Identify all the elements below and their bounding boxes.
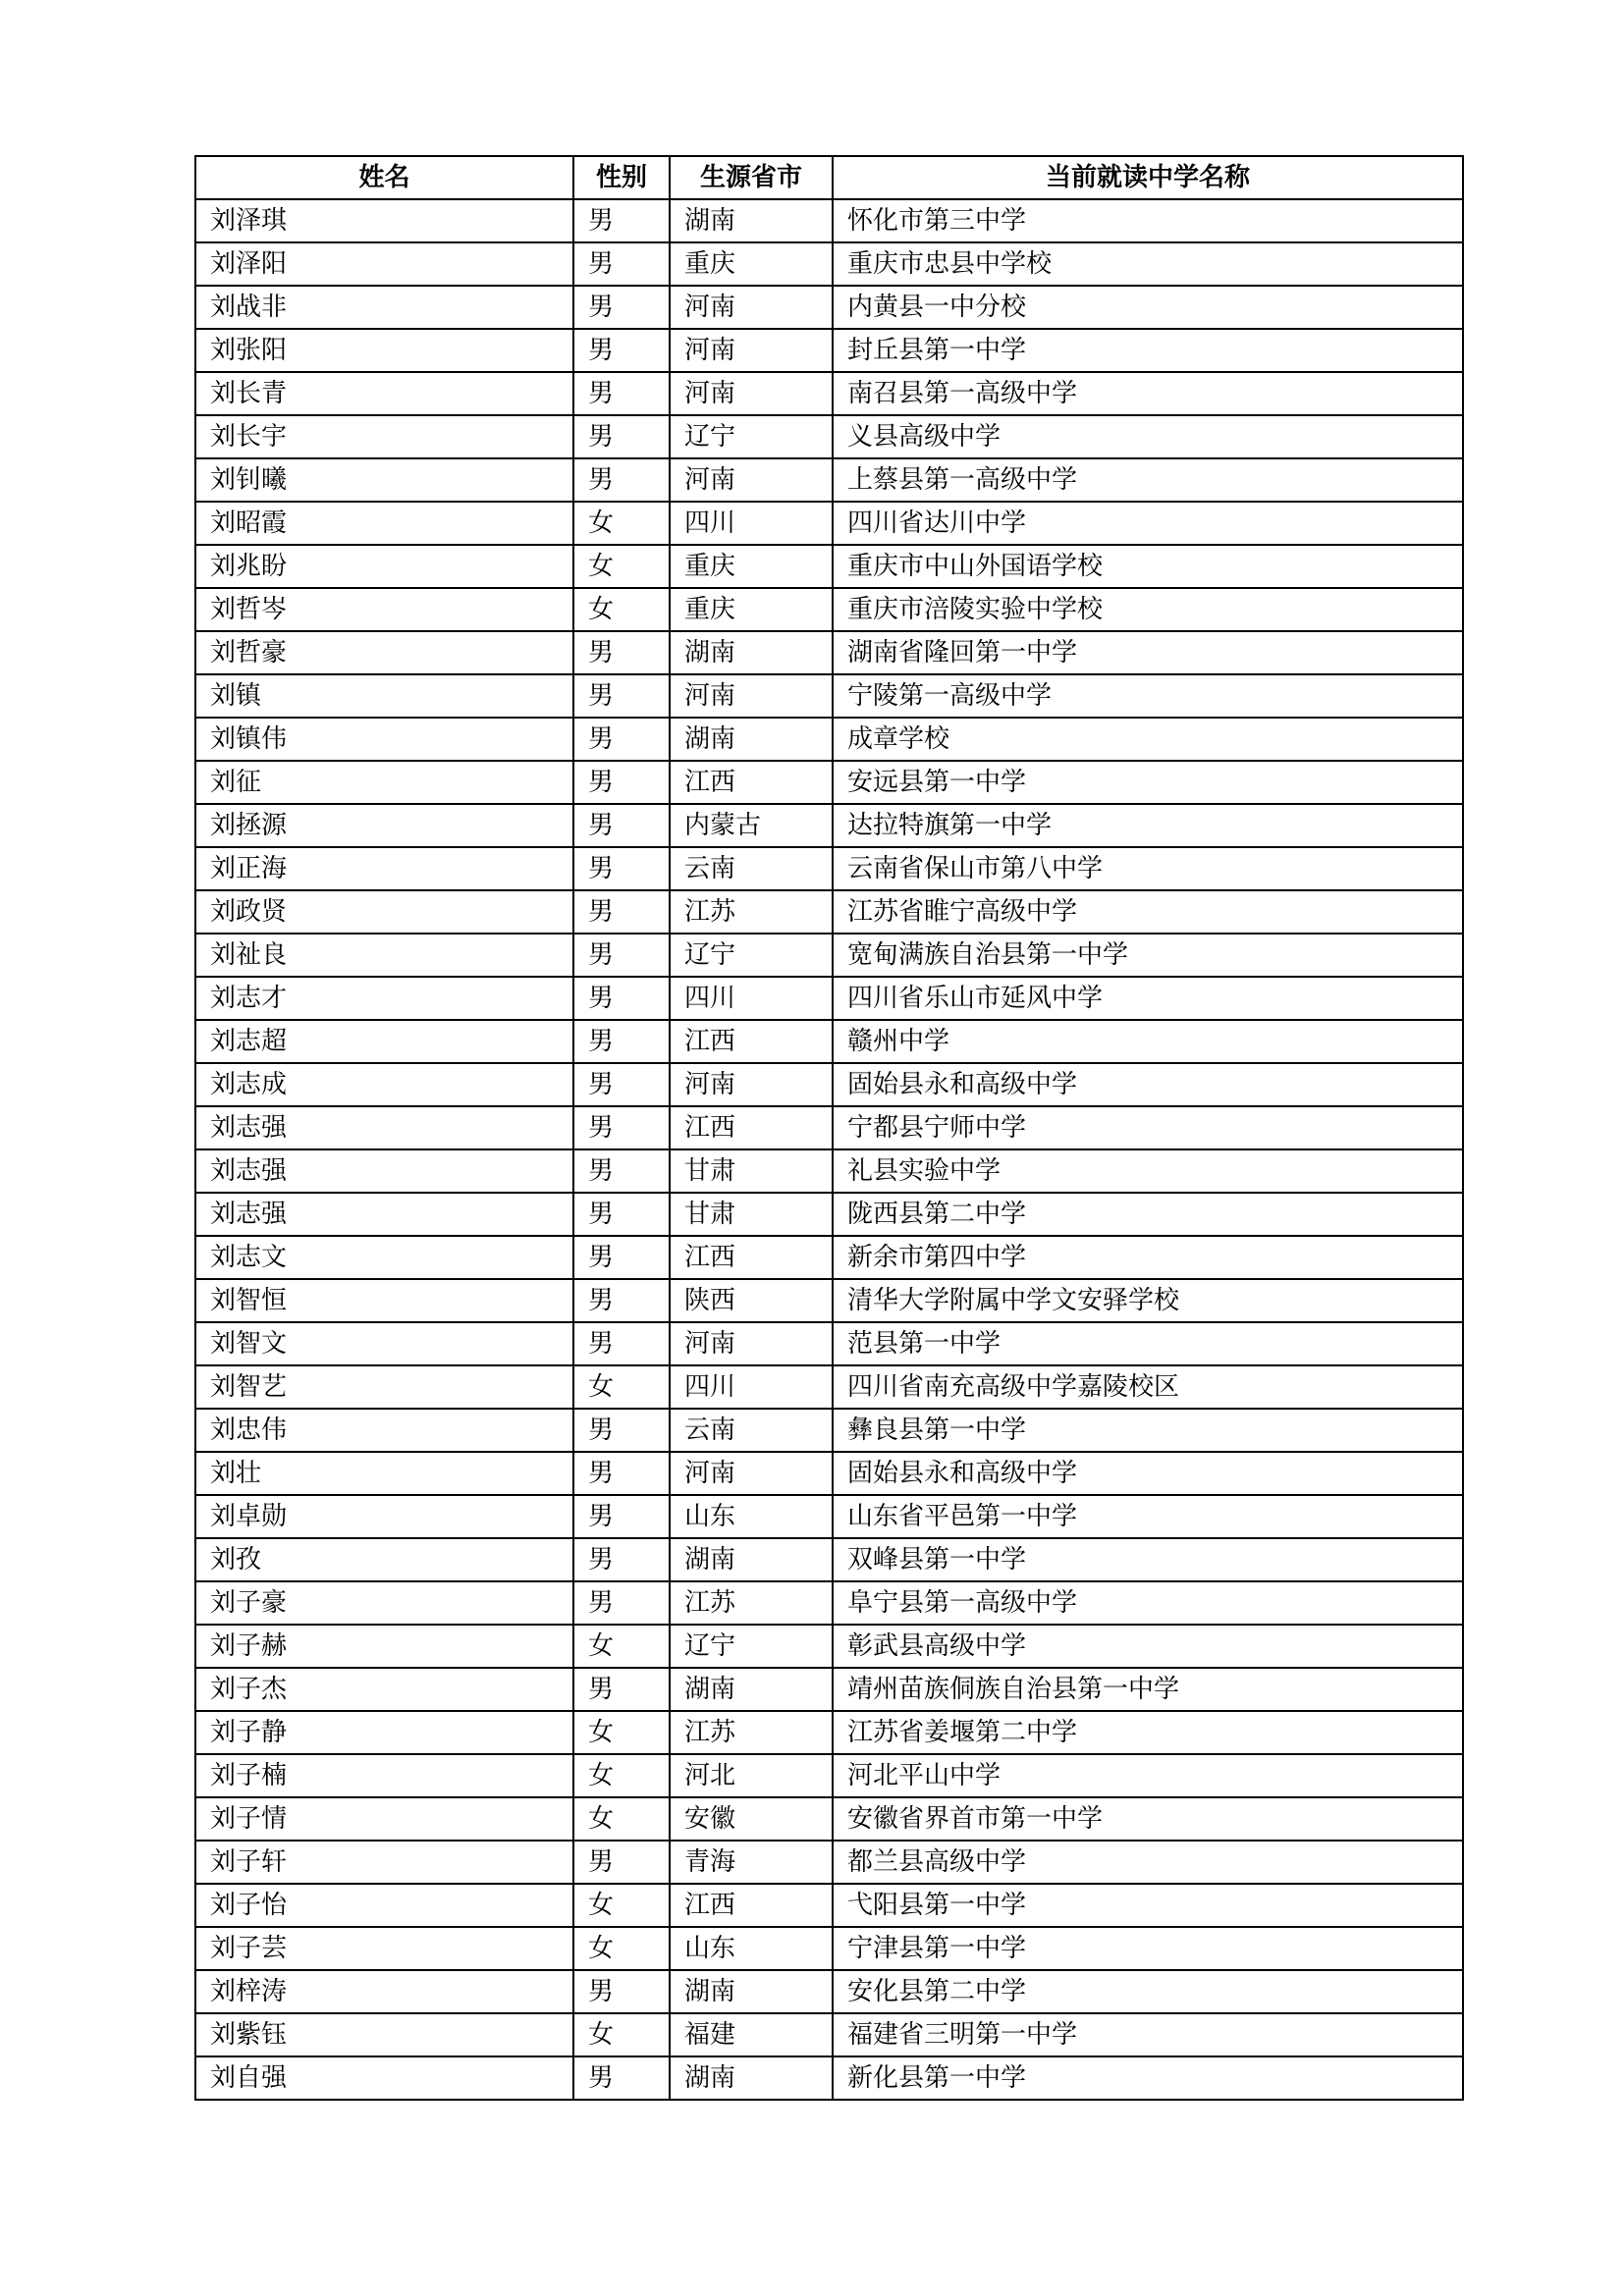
province-cell: 甘肃 [670,1149,833,1193]
gender-cell: 男 [573,1581,670,1625]
school-cell: 四川省南充高级中学嘉陵校区 [833,1365,1463,1409]
name-cell: 刘卓勋 [195,1495,573,1538]
table-row [195,804,1463,847]
province-cell: 辽宁 [670,934,833,977]
province-cell: 河南 [670,1322,833,1365]
gender-cell: 男 [573,329,670,372]
table-row [195,1927,1463,1970]
school-cell: 安化县第二中学 [833,1970,1463,2013]
name-cell: 刘自强 [195,2056,573,2100]
school-cell: 新余市第四中学 [833,1236,1463,1279]
gender-cell: 女 [573,1365,670,1409]
name-cell: 刘志强 [195,1193,573,1236]
gender-cell: 男 [573,1322,670,1365]
name-cell: 刘子赫 [195,1625,573,1668]
name-cell: 刘子情 [195,1797,573,1841]
school-cell: 宽甸满族自治县第一中学 [833,934,1463,977]
name-cell: 刘壮 [195,1452,573,1495]
gender-cell: 男 [573,199,670,242]
table-row [195,2013,1463,2056]
name-cell: 刘紫钰 [195,2013,573,2056]
school-cell: 南召县第一高级中学 [833,372,1463,415]
school-cell: 安徽省界首市第一中学 [833,1797,1463,1841]
province-cell: 河南 [670,458,833,502]
name-cell: 刘志文 [195,1236,573,1279]
province-cell: 四川 [670,977,833,1020]
gender-cell: 男 [573,1970,670,2013]
province-cell: 湖南 [670,1970,833,2013]
school-cell: 四川省达川中学 [833,502,1463,545]
school-cell: 范县第一中学 [833,1322,1463,1365]
province-cell: 湖南 [670,631,833,674]
name-cell: 刘忠伟 [195,1409,573,1452]
gender-cell: 男 [573,1149,670,1193]
province-cell: 河南 [670,674,833,718]
gender-cell: 女 [573,2013,670,2056]
table-row [195,1495,1463,1538]
table-row [195,502,1463,545]
name-cell: 刘志才 [195,977,573,1020]
school-cell: 达拉特旗第一中学 [833,804,1463,847]
province-cell: 湖南 [670,1538,833,1581]
table-row [195,1841,1463,1884]
school-cell: 宁津县第一中学 [833,1927,1463,1970]
province-cell: 四川 [670,502,833,545]
table-row [195,1797,1463,1841]
table-row [195,199,1463,242]
table-row [195,1106,1463,1149]
name-cell: 刘征 [195,761,573,804]
school-cell: 湖南省隆回第一中学 [833,631,1463,674]
gender-cell: 男 [573,934,670,977]
school-cell: 彰武县高级中学 [833,1625,1463,1668]
school-cell: 都兰县高级中学 [833,1841,1463,1884]
province-cell: 江西 [670,761,833,804]
table-body [195,199,1463,2100]
province-cell: 江西 [670,1884,833,1927]
school-cell: 封丘县第一中学 [833,329,1463,372]
province-cell: 江苏 [670,1581,833,1625]
gender-cell: 女 [573,588,670,631]
name-cell: 刘哲豪 [195,631,573,674]
gender-cell: 男 [573,1495,670,1538]
gender-cell: 男 [573,761,670,804]
province-cell: 云南 [670,1409,833,1452]
school-cell: 河北平山中学 [833,1754,1463,1797]
school-cell: 四川省乐山市延风中学 [833,977,1463,1020]
name-cell: 刘志成 [195,1063,573,1106]
name-cell: 刘子怡 [195,1884,573,1927]
province-cell: 江苏 [670,890,833,934]
table-row [195,1279,1463,1322]
gender-cell: 男 [573,977,670,1020]
gender-cell: 女 [573,1711,670,1754]
name-cell: 刘志强 [195,1106,573,1149]
gender-cell: 女 [573,545,670,588]
gender-cell: 男 [573,674,670,718]
province-cell: 江西 [670,1020,833,1063]
table-row [195,1884,1463,1927]
province-cell: 河北 [670,1754,833,1797]
table-row [195,1668,1463,1711]
province-cell: 江西 [670,1106,833,1149]
table-row [195,286,1463,329]
name-cell: 刘镇伟 [195,718,573,761]
school-cell: 重庆市忠县中学校 [833,242,1463,286]
gender-cell: 男 [573,1668,670,1711]
gender-cell: 男 [573,415,670,458]
province-cell: 四川 [670,1365,833,1409]
table-row [195,242,1463,286]
table-row [195,545,1463,588]
name-cell: 刘泽琪 [195,199,573,242]
province-cell: 湖南 [670,718,833,761]
gender-cell: 男 [573,1409,670,1452]
province-cell: 辽宁 [670,1625,833,1668]
school-cell: 彝良县第一中学 [833,1409,1463,1452]
name-cell: 刘祉良 [195,934,573,977]
province-cell: 河南 [670,286,833,329]
province-cell: 重庆 [670,588,833,631]
table-row [195,415,1463,458]
table-row [195,1409,1463,1452]
gender-cell: 男 [573,1063,670,1106]
province-cell: 河南 [670,329,833,372]
name-cell: 刘战非 [195,286,573,329]
header-province: 生源省市 [670,156,833,199]
province-cell: 江苏 [670,1711,833,1754]
school-cell: 礼县实验中学 [833,1149,1463,1193]
gender-cell: 女 [573,1625,670,1668]
province-cell: 江西 [670,1236,833,1279]
name-cell: 刘子豪 [195,1581,573,1625]
table-row [195,329,1463,372]
province-cell: 内蒙古 [670,804,833,847]
gender-cell: 男 [573,1538,670,1581]
table-row [195,890,1463,934]
province-cell: 河南 [670,1063,833,1106]
table-row [195,1452,1463,1495]
name-cell: 刘子轩 [195,1841,573,1884]
name-cell: 刘子芸 [195,1927,573,1970]
gender-cell: 男 [573,890,670,934]
name-cell: 刘智艺 [195,1365,573,1409]
table-row [195,1970,1463,2013]
school-cell: 安远县第一中学 [833,761,1463,804]
name-cell: 刘志强 [195,1149,573,1193]
gender-cell: 男 [573,242,670,286]
gender-cell: 男 [573,1236,670,1279]
gender-cell: 女 [573,1797,670,1841]
school-cell: 弋阳县第一中学 [833,1884,1463,1927]
name-cell: 刘泽阳 [195,242,573,286]
name-cell: 刘子楠 [195,1754,573,1797]
gender-cell: 男 [573,718,670,761]
province-cell: 青海 [670,1841,833,1884]
name-cell: 刘志超 [195,1020,573,1063]
school-cell: 清华大学附属中学文安驿学校 [833,1279,1463,1322]
province-cell: 湖南 [670,2056,833,2100]
name-cell: 刘子杰 [195,1668,573,1711]
school-cell: 山东省平邑第一中学 [833,1495,1463,1538]
school-cell: 陇西县第二中学 [833,1193,1463,1236]
gender-cell: 男 [573,1279,670,1322]
school-cell: 云南省保山市第八中学 [833,847,1463,890]
header-gender: 性别 [573,156,670,199]
school-cell: 双峰县第一中学 [833,1538,1463,1581]
province-cell: 重庆 [670,242,833,286]
province-cell: 河南 [670,1452,833,1495]
school-cell: 宁都县宁师中学 [833,1106,1463,1149]
school-cell: 重庆市涪陵实验中学校 [833,588,1463,631]
name-cell: 刘智恒 [195,1279,573,1322]
name-cell: 刘镇 [195,674,573,718]
gender-cell: 男 [573,2056,670,2100]
gender-cell: 男 [573,1193,670,1236]
school-cell: 福建省三明第一中学 [833,2013,1463,2056]
name-cell: 刘孜 [195,1538,573,1581]
province-cell: 安徽 [670,1797,833,1841]
school-cell: 内黄县一中分校 [833,286,1463,329]
gender-cell: 女 [573,1884,670,1927]
name-cell: 刘政贤 [195,890,573,934]
gender-cell: 女 [573,502,670,545]
school-cell: 固始县永和高级中学 [833,1063,1463,1106]
table-row [195,1063,1463,1106]
gender-cell: 男 [573,1020,670,1063]
name-cell: 刘正海 [195,847,573,890]
student-table [194,155,1464,2101]
table-row [195,2056,1463,2100]
table-row [195,588,1463,631]
name-cell: 刘昭霞 [195,502,573,545]
table-row [195,1581,1463,1625]
table-row [195,1711,1463,1754]
name-cell: 刘张阳 [195,329,573,372]
province-cell: 甘肃 [670,1193,833,1236]
header-school: 当前就读中学名称 [833,156,1463,199]
gender-cell: 男 [573,1452,670,1495]
school-cell: 成章学校 [833,718,1463,761]
table-header-row [195,156,1463,199]
table-row [195,1322,1463,1365]
name-cell: 刘兆盼 [195,545,573,588]
name-cell: 刘钊曦 [195,458,573,502]
table-row [195,372,1463,415]
table-row [195,1149,1463,1193]
table-row [195,1365,1463,1409]
gender-cell: 男 [573,847,670,890]
gender-cell: 男 [573,458,670,502]
school-cell: 新化县第一中学 [833,2056,1463,2100]
gender-cell: 男 [573,286,670,329]
table-row [195,458,1463,502]
table-row [195,1538,1463,1581]
table-row [195,1754,1463,1797]
province-cell: 山东 [670,1927,833,1970]
school-cell: 重庆市中山外国语学校 [833,545,1463,588]
school-cell: 靖州苗族侗族自治县第一中学 [833,1668,1463,1711]
province-cell: 云南 [670,847,833,890]
school-cell: 江苏省姜堰第二中学 [833,1711,1463,1754]
name-cell: 刘智文 [195,1322,573,1365]
table-row [195,1625,1463,1668]
school-cell: 阜宁县第一高级中学 [833,1581,1463,1625]
name-cell: 刘梓涛 [195,1970,573,2013]
school-cell: 上蔡县第一高级中学 [833,458,1463,502]
table-row [195,1193,1463,1236]
name-cell: 刘长宇 [195,415,573,458]
table-row [195,1020,1463,1063]
gender-cell: 男 [573,631,670,674]
school-cell: 江苏省睢宁高级中学 [833,890,1463,934]
table-row [195,718,1463,761]
table-row [195,847,1463,890]
school-cell: 宁陵第一高级中学 [833,674,1463,718]
province-cell: 河南 [670,372,833,415]
school-cell: 固始县永和高级中学 [833,1452,1463,1495]
table-row [195,761,1463,804]
name-cell: 刘长青 [195,372,573,415]
table-row [195,934,1463,977]
province-cell: 山东 [670,1495,833,1538]
gender-cell: 女 [573,1927,670,1970]
province-cell: 湖南 [670,199,833,242]
province-cell: 陕西 [670,1279,833,1322]
table-row [195,1236,1463,1279]
table-row [195,631,1463,674]
gender-cell: 男 [573,372,670,415]
school-cell: 义县高级中学 [833,415,1463,458]
school-cell: 怀化市第三中学 [833,199,1463,242]
school-cell: 赣州中学 [833,1020,1463,1063]
province-cell: 辽宁 [670,415,833,458]
name-cell: 刘哲岑 [195,588,573,631]
gender-cell: 男 [573,1841,670,1884]
province-cell: 重庆 [670,545,833,588]
gender-cell: 女 [573,1754,670,1797]
table-row [195,674,1463,718]
gender-cell: 男 [573,804,670,847]
province-cell: 福建 [670,2013,833,2056]
name-cell: 刘子静 [195,1711,573,1754]
gender-cell: 男 [573,1106,670,1149]
header-name: 姓名 [195,156,573,199]
table-row [195,977,1463,1020]
province-cell: 湖南 [670,1668,833,1711]
name-cell: 刘拯源 [195,804,573,847]
